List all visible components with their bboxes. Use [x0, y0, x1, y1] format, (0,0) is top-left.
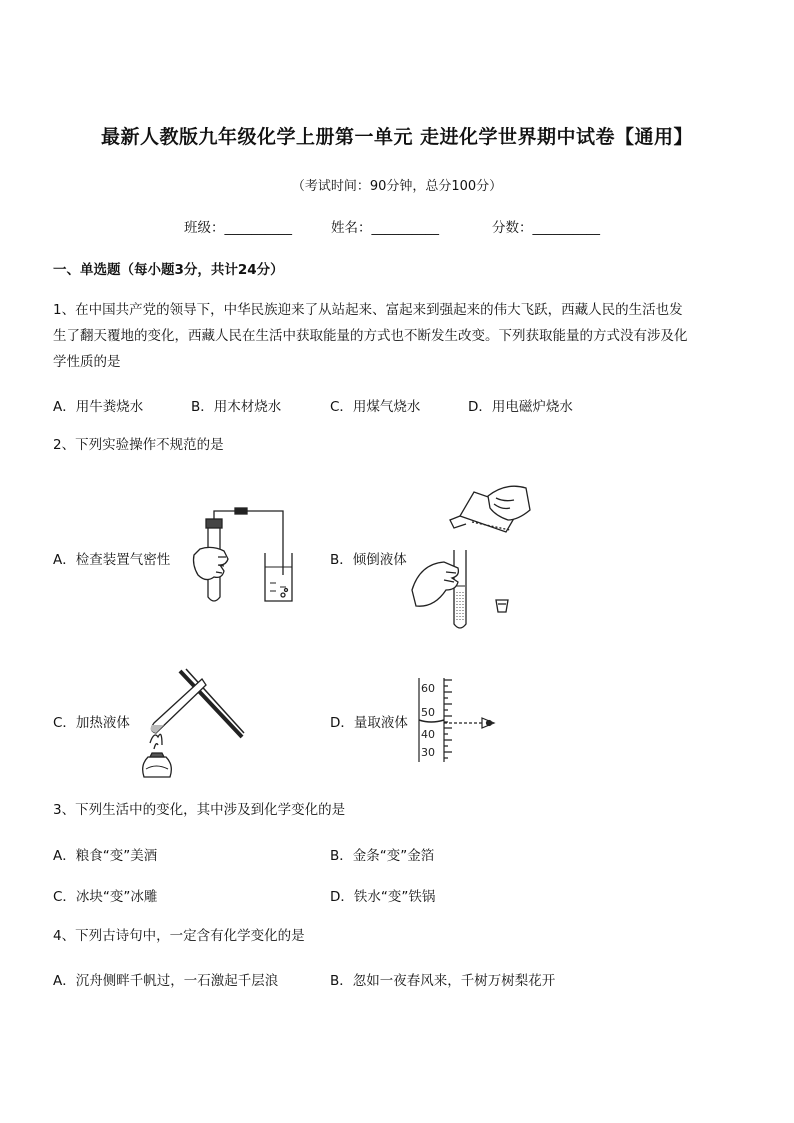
- name-label: 姓名：: [331, 220, 372, 236]
- name-field: [331, 216, 439, 236]
- question-1-line-1: 1、在中国共产党的领导下，中华民族迎来了从站起来、富起来到强起来的伟大飞跃，西藏人民的生活也发: [53, 302, 683, 318]
- q1-option-a[interactable]: A．用牛粪烧水: [53, 399, 144, 415]
- cylinder-tick-50: 50: [421, 706, 435, 719]
- q2-option-d[interactable]: D．量取液体: [330, 715, 408, 731]
- pouring-liquid-figure: [410, 480, 535, 630]
- q3-option-d[interactable]: D．铁水“变”铁锅: [330, 889, 436, 905]
- q3-option-c[interactable]: C．冰块“变”冰雕: [53, 889, 158, 905]
- question-1-line-2: 生了翻天覆地的变化，西藏人民在生活中获取能量的方式也不断发生改变。下列获取能量的方式没有涉及化: [53, 328, 688, 344]
- q2-option-a[interactable]: A．检查装置气密性: [53, 552, 171, 568]
- q1-option-b[interactable]: B．用木材烧水: [191, 399, 282, 415]
- class-field: [184, 216, 292, 236]
- class-label: 班级：: [184, 220, 225, 236]
- q4-option-b[interactable]: B．忽如一夜春风来，千树万树梨花开: [330, 973, 556, 989]
- q1-option-c[interactable]: C．用煤气烧水: [330, 399, 421, 415]
- class-blank[interactable]: __________: [224, 220, 292, 236]
- cylinder-tick-60: 60: [421, 682, 435, 695]
- q2-option-b[interactable]: B．倾倒液体: [330, 552, 407, 568]
- question-1-line-3: 学性质的是: [53, 354, 121, 370]
- question-4-stem: 4、下列古诗句中，一定含有化学变化的是: [53, 928, 305, 944]
- q3-option-a[interactable]: A．粮食“变”美酒: [53, 848, 158, 864]
- airtightness-check-figure: [180, 505, 305, 610]
- question-2-stem: 2、下列实验操作不规范的是: [53, 437, 224, 453]
- score-field: [492, 216, 600, 236]
- page-title: 最新人教版九年级化学上册第一单元 走进化学世界期中试卷【通用】: [100, 126, 694, 148]
- q1-option-d[interactable]: D．用电磁炉烧水: [468, 399, 573, 415]
- name-blank[interactable]: __________: [371, 220, 439, 236]
- exam-subtitle: （考试时间：90分钟，总分100分）: [291, 179, 503, 194]
- score-blank[interactable]: __________: [532, 220, 600, 236]
- section-heading: 一、单选题（每小题3分，共计24分）: [53, 262, 284, 278]
- question-3-stem: 3、下列生活中的变化，其中涉及到化学变化的是: [53, 802, 346, 818]
- score-label: 分数：: [492, 220, 533, 236]
- cylinder-tick-30: 30: [421, 746, 435, 759]
- q4-option-a[interactable]: A．沉舟侧畔千帆过，一石激起千层浪: [53, 973, 279, 989]
- q2-option-c[interactable]: C．加热液体: [53, 715, 130, 731]
- heating-liquid-figure: [140, 665, 250, 780]
- q3-option-b[interactable]: B．金条“变”金箔: [330, 848, 435, 864]
- graduated-cylinder-figure: [416, 676, 506, 764]
- cylinder-tick-40: 40: [421, 728, 435, 741]
